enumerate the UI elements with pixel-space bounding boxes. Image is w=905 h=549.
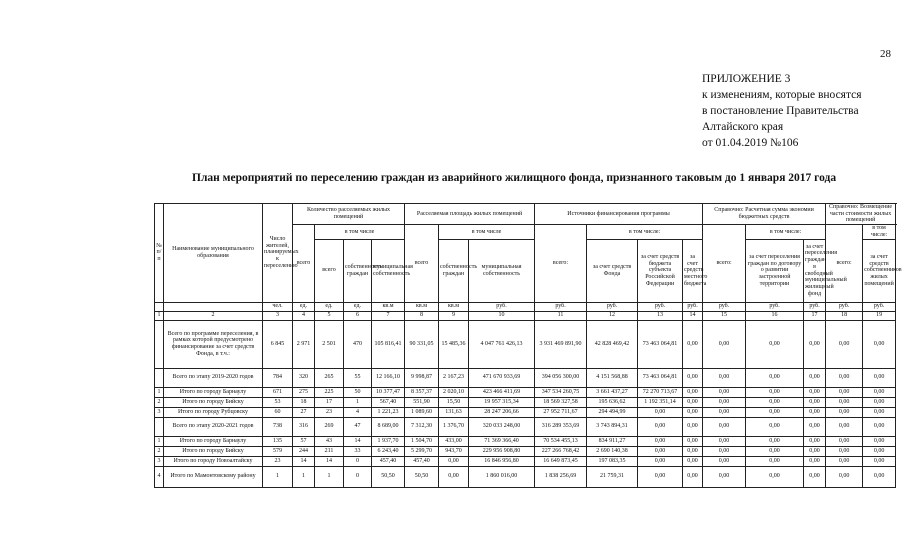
header-name: Наименование муниципального образования (164, 204, 263, 303)
units-citizen-cell: 17 (315, 397, 344, 407)
ref-total-cell: 0,00 (804, 368, 826, 387)
eco-total-cell: 0,00 (683, 466, 703, 487)
ref-total-cell: 0,00 (804, 397, 826, 407)
row-number: 1 (155, 436, 164, 446)
ref1-cell: 0,00 (826, 417, 863, 436)
appendix-line-5: от 01.04.2019 №106 (702, 137, 799, 149)
units-citizen-cell: 211 (315, 446, 344, 456)
units-citizen-cell: 23 (315, 407, 344, 417)
col-number: 12 (587, 311, 638, 320)
fin-local-cell: 73 463 064,81 (638, 368, 683, 387)
units-municipal-cell: 470 (344, 320, 372, 368)
units-municipal-cell: 4 (344, 407, 372, 417)
area-total-cell: 105 816,41 (372, 320, 405, 368)
fin-total-cell: 471 670 933,69 (469, 368, 535, 387)
appendix-line-3: в постановление Правительства (702, 105, 859, 117)
units-citizen-cell: 1 (315, 466, 344, 487)
table-row (155, 387, 896, 397)
fin-fund-cell: 316 289 353,69 (535, 417, 587, 436)
area-total-cell: 8 689,00 (372, 417, 405, 436)
units-total-cell: 1 (293, 466, 315, 487)
fin-region-cell: 42 828 469,42 (587, 320, 638, 368)
units-municipal-cell: 33 (344, 446, 372, 456)
header-ref-1: за счет средств собственников жилых помещений (863, 239, 896, 302)
unit-cell: руб. (469, 302, 535, 311)
eco1-cell: 0,00 (703, 456, 746, 466)
row-number: 4 (155, 466, 164, 487)
area-municipal-cell: 131,63 (439, 407, 469, 417)
header-fin-incl: в том числе: (587, 225, 703, 239)
col-number: 5 (315, 311, 344, 320)
units-total-cell: 14 (293, 456, 315, 466)
area-citizen-cell: 9 998,87 (405, 368, 439, 387)
ref1-cell: 0,00 (826, 407, 863, 417)
area-citizen-cell: 7 312,30 (405, 417, 439, 436)
unit-cell: кв.м (405, 302, 439, 311)
ref1-cell: 0,00 (826, 466, 863, 487)
ref1-cell: 0,00 (826, 368, 863, 387)
fin-total-cell: 229 956 908,80 (469, 446, 535, 456)
eco-total-cell: 0,00 (683, 368, 703, 387)
header-fin-fund: за счет средств Фонда (587, 239, 638, 302)
table-row (155, 466, 896, 487)
col-number: 14 (683, 311, 703, 320)
units-municipal-cell: 0 (344, 466, 372, 487)
unit-cell: руб. (804, 302, 826, 311)
unit-cell: кв.м (439, 302, 469, 311)
eco2-cell: 0,00 (746, 466, 804, 487)
col-number: 19 (863, 311, 896, 320)
area-municipal-cell: 15 485,36 (439, 320, 469, 368)
row-name: Итого по городу Рубцовску (164, 407, 263, 417)
fin-fund-cell: 347 534 260,75 (535, 387, 587, 397)
unit-cell: руб. (703, 302, 746, 311)
eco2-cell: 0,00 (746, 446, 804, 456)
area-total-cell: 1 221,23 (372, 407, 405, 417)
eco2-cell: 0,00 (746, 407, 804, 417)
area-municipal-cell: 2 020,10 (439, 387, 469, 397)
header-refund-group: Справочно: Возмещение части стоимости жилых помещений (826, 204, 896, 225)
units-total-cell: 244 (293, 446, 315, 456)
fin-region-cell: 4 151 568,88 (587, 368, 638, 387)
header-eco-incl: в том числе: (746, 225, 826, 239)
header-fin-local: за счет средств местного бюджета (683, 239, 703, 302)
area-municipal-cell: 2 167,23 (439, 368, 469, 387)
units-total-cell: 2 971 (293, 320, 315, 368)
area-municipal-cell: 0,00 (439, 466, 469, 487)
header-fin-total: всего: (535, 225, 587, 302)
col-number: 6 (344, 311, 372, 320)
residents-cell: 53 (263, 397, 293, 407)
area-citizen-cell: 8 357,37 (405, 387, 439, 397)
ref-total-cell: 0,00 (804, 446, 826, 456)
fin-local-cell: 0,00 (638, 456, 683, 466)
unit-cell: чел. (263, 302, 293, 311)
unit-cell: руб. (535, 302, 587, 311)
area-citizen-cell: 5 299,70 (405, 446, 439, 456)
table-row (155, 436, 896, 446)
residents-cell: 6 845 (263, 320, 293, 368)
fin-fund-cell: 18 569 327,58 (535, 397, 587, 407)
row-name: Всего по программе переселения, в рамках которой предусмотрено финансирование за счет средств Фонда, в т.ч.: (164, 320, 263, 368)
header-units-citizen: собственность граждан (344, 239, 372, 302)
fin-local-cell: 0,00 (638, 436, 683, 446)
eco2-cell: 0,00 (746, 456, 804, 466)
ref-total-cell: 0,00 (804, 320, 826, 368)
eco-total-cell: 0,00 (683, 446, 703, 456)
ref2-cell: 0,00 (863, 368, 896, 387)
fin-region-cell: 195 636,62 (587, 397, 638, 407)
header-area-group: Расселяемая площадь жилых помещений (405, 204, 535, 225)
eco2-cell: 0,00 (746, 436, 804, 446)
row-name: Итого по городу Бийску (164, 446, 263, 456)
col-number: 15 (703, 311, 746, 320)
units-citizen-cell: 269 (315, 417, 344, 436)
units-municipal-cell: 14 (344, 436, 372, 446)
fin-fund-cell: 227 266 768,42 (535, 446, 587, 456)
header-area-citizen: собственность граждан (439, 239, 469, 302)
table-row (155, 397, 896, 407)
area-citizen-cell: 90 331,05 (405, 320, 439, 368)
col-number: 3 (263, 311, 293, 320)
ref1-cell: 0,00 (826, 397, 863, 407)
table-row (155, 407, 896, 417)
appendix-line-2: к изменениям, которые вносятся (702, 89, 862, 101)
units-municipal-cell: 50 (344, 387, 372, 397)
ref2-cell: 0,00 (863, 320, 896, 368)
fin-region-cell: 3 743 894,31 (587, 417, 638, 436)
unit-cell: руб. (683, 302, 703, 311)
units-total-cell: 320 (293, 368, 315, 387)
unit-cell: ед. (293, 302, 315, 311)
fin-local-cell: 1 192 351,14 (638, 397, 683, 407)
residents-cell: 671 (263, 387, 293, 397)
col-number: 8 (405, 311, 439, 320)
area-total-cell: 6 243,40 (372, 446, 405, 456)
units-municipal-cell: 1 (344, 397, 372, 407)
table-row (155, 456, 896, 466)
fin-region-cell: 197 083,35 (587, 456, 638, 466)
eco1-cell: 0,00 (703, 320, 746, 368)
fin-fund-cell: 27 952 711,67 (535, 407, 587, 417)
col-number: 11 (535, 311, 587, 320)
row-number: 2 (155, 397, 164, 407)
unit-cell: руб. (638, 302, 683, 311)
ref-total-cell: 0,00 (804, 417, 826, 436)
appendix-block (702, 71, 862, 151)
fin-region-cell: 294 494,99 (587, 407, 638, 417)
col-number: 4 (293, 311, 315, 320)
area-municipal-cell: 0,00 (439, 456, 469, 466)
ref2-cell: 0,00 (863, 456, 896, 466)
area-municipal-cell: 943,70 (439, 446, 469, 456)
eco2-cell: 0,00 (746, 320, 804, 368)
col-number: 10 (469, 311, 535, 320)
area-citizen-cell: 1 089,60 (405, 407, 439, 417)
eco1-cell: 0,00 (703, 436, 746, 446)
ref2-cell: 0,00 (863, 417, 896, 436)
fin-local-cell: 0,00 (638, 417, 683, 436)
table-body (155, 320, 896, 487)
header-eco-1: за счет переселения граждан по договору о развитии застроенной территории (746, 239, 804, 302)
units-total-cell: 57 (293, 436, 315, 446)
page-number: 28 (880, 48, 891, 60)
row-name: Итого по Мамонтовскому району (164, 466, 263, 487)
col-number: 1 (155, 311, 164, 320)
residents-cell: 784 (263, 368, 293, 387)
appendix-line-1: ПРИЛОЖЕНИЕ 3 (702, 73, 791, 85)
header-ref-incl: в том числе: (863, 225, 896, 239)
units-total-cell: 27 (293, 407, 315, 417)
header-num: № п/п (155, 204, 164, 303)
units-municipal-cell: 0 (344, 456, 372, 466)
area-citizen-cell: 457,40 (405, 456, 439, 466)
col-number: 13 (638, 311, 683, 320)
header-area-total: всего (405, 225, 439, 302)
header-sources-group: Источники финансирования программы (535, 204, 703, 225)
fin-total-cell: 28 247 206,66 (469, 407, 535, 417)
fin-total-cell: 423 466 411,69 (469, 387, 535, 397)
ref-total-cell: 0,00 (804, 456, 826, 466)
row-number (155, 320, 164, 368)
row-number (155, 368, 164, 387)
row-name: Всего по этапу 2019-2020 годов (164, 368, 263, 387)
eco-total-cell: 0,00 (683, 387, 703, 397)
appendix-line-4: Алтайского края (702, 121, 784, 133)
document-title: План мероприятий по переселению граждан из аварийного жилищного фонда, признанного таковым до 1 января 2017 года (192, 172, 837, 184)
ref2-cell: 0,00 (863, 436, 896, 446)
header-area-municipal: муниципальная собственность (469, 239, 535, 302)
units-total-cell: 18 (293, 397, 315, 407)
fin-fund-cell: 70 534 455,13 (535, 436, 587, 446)
ref2-cell: 0,00 (863, 397, 896, 407)
eco1-cell: 0,00 (703, 397, 746, 407)
header-premises-group: Количество расселяемых жилых помещений (293, 204, 405, 225)
area-municipal-cell: 1 376,70 (439, 417, 469, 436)
eco2-cell: 0,00 (746, 387, 804, 397)
fin-total-cell: 1 860 016,00 (469, 466, 535, 487)
area-total-cell: 1 937,70 (372, 436, 405, 446)
area-total-cell: 457,40 (372, 456, 405, 466)
ref1-cell: 0,00 (826, 320, 863, 368)
fin-total-cell: 71 369 366,40 (469, 436, 535, 446)
area-citizen-cell: 50,50 (405, 466, 439, 487)
area-total-cell: 12 166,10 (372, 368, 405, 387)
col-number: 17 (804, 311, 826, 320)
header-fin-region: за счет средств бюджета субъекта Российской Федерации (638, 239, 683, 302)
col-number: 18 (826, 311, 863, 320)
unit-cell: ед. (315, 302, 344, 311)
unit-cell: руб. (863, 302, 896, 311)
fin-region-cell: 21 759,31 (587, 466, 638, 487)
header-eco-2: за счет переселения граждан в свободный муниципальный жилищный фонд (804, 239, 826, 302)
fin-region-cell: 3 661 437,27 (587, 387, 638, 397)
residents-cell: 1 (263, 466, 293, 487)
row-name: Итого по городу Новоалтайску (164, 456, 263, 466)
row-number: 1 (155, 387, 164, 397)
eco-total-cell: 0,00 (683, 407, 703, 417)
eco1-cell: 0,00 (703, 407, 746, 417)
ref-total-cell: 0,00 (804, 387, 826, 397)
table-row (155, 446, 896, 456)
header-units-total: всего (315, 239, 344, 302)
area-municipal-cell: 15,50 (439, 397, 469, 407)
residents-cell: 579 (263, 446, 293, 456)
col-number: 9 (439, 311, 469, 320)
fin-fund-cell: 16 649 873,45 (535, 456, 587, 466)
eco2-cell: 0,00 (746, 417, 804, 436)
table-row (155, 417, 896, 436)
units-row (155, 302, 896, 311)
eco1-cell: 0,00 (703, 417, 746, 436)
units-citizen-cell: 265 (315, 368, 344, 387)
eco-total-cell: 0,00 (683, 436, 703, 446)
column-numbers-row (155, 311, 896, 320)
header-area-incl: в том числе (439, 225, 535, 239)
unit-cell: ед. (344, 302, 372, 311)
fin-region-cell: 834 911,27 (587, 436, 638, 446)
fin-local-cell: 0,00 (638, 407, 683, 417)
residents-cell: 60 (263, 407, 293, 417)
unit-cell: кв.м (372, 302, 405, 311)
fin-local-cell: 0,00 (638, 466, 683, 487)
units-citizen-cell: 225 (315, 387, 344, 397)
units-municipal-cell: 55 (344, 368, 372, 387)
eco-total-cell: 0,00 (683, 456, 703, 466)
eco2-cell: 0,00 (746, 368, 804, 387)
fin-total-cell: 320 033 248,00 (469, 417, 535, 436)
fin-total-cell: 16 846 956,80 (469, 456, 535, 466)
table-header (155, 204, 902, 321)
resettlement-table (154, 203, 902, 488)
ref2-cell: 0,00 (863, 466, 896, 487)
eco1-cell: 0,00 (703, 446, 746, 456)
eco2-cell: 0,00 (746, 397, 804, 407)
eco-total-cell: 0,00 (683, 320, 703, 368)
area-municipal-cell: 433,00 (439, 436, 469, 446)
ref2-cell: 0,00 (863, 387, 896, 397)
fin-local-cell: 72 270 713,67 (638, 387, 683, 397)
header-eco-total: всего: (703, 225, 746, 302)
fin-fund-cell: 394 056 300,00 (535, 368, 587, 387)
area-citizen-cell: 551,90 (405, 397, 439, 407)
ref1-cell: 0,00 (826, 387, 863, 397)
unit-cell (155, 302, 164, 311)
ref-total-cell: 0,00 (804, 436, 826, 446)
col-number: 2 (164, 311, 263, 320)
row-name: Итого по городу Барнаулу (164, 387, 263, 397)
residents-cell: 738 (263, 417, 293, 436)
ref1-cell: 0,00 (826, 436, 863, 446)
header-premises-total: всего (293, 225, 315, 302)
ref2-cell: 0,00 (863, 407, 896, 417)
fin-local-cell: 73 463 064,81 (638, 320, 683, 368)
eco-total-cell: 0,00 (683, 417, 703, 436)
area-citizen-cell: 1 504,70 (405, 436, 439, 446)
fin-fund-cell: 1 838 256,69 (535, 466, 587, 487)
col-number: 16 (746, 311, 804, 320)
fin-total-cell: 4 047 761 426,13 (469, 320, 535, 368)
row-number (155, 417, 164, 436)
row-name: Итого по городу Бийску (164, 397, 263, 407)
ref2-cell: 0,00 (863, 446, 896, 456)
row-name: Итого по городу Барнаулу (164, 436, 263, 446)
header-units-municipal: муниципальная собственность (372, 239, 405, 302)
unit-cell: руб. (746, 302, 804, 311)
unit-cell (164, 302, 263, 311)
eco1-cell: 0,00 (703, 368, 746, 387)
fin-fund-cell: 3 931 469 891,90 (535, 320, 587, 368)
header-premises-incl: в том числе (315, 225, 405, 239)
units-citizen-cell: 2 501 (315, 320, 344, 368)
units-citizen-cell: 14 (315, 456, 344, 466)
row-number: 3 (155, 456, 164, 466)
eco1-cell: 0,00 (703, 466, 746, 487)
units-total-cell: 275 (293, 387, 315, 397)
header-residents: Число жителей, планируемых к переселению (263, 204, 293, 303)
ref1-cell: 0,00 (826, 446, 863, 456)
fin-region-cell: 2 690 140,38 (587, 446, 638, 456)
ref-total-cell: 0,00 (804, 407, 826, 417)
col-number: 7 (372, 311, 405, 320)
eco-total-cell: 0,00 (683, 397, 703, 407)
row-number: 2 (155, 446, 164, 456)
eco1-cell: 0,00 (703, 387, 746, 397)
fin-total-cell: 19 957 315,34 (469, 397, 535, 407)
row-name: Всего по этапу 2020-2021 годов (164, 417, 263, 436)
unit-cell: руб. (587, 302, 638, 311)
units-citizen-cell: 43 (315, 436, 344, 446)
table-row (155, 320, 896, 368)
header-economy-group: Справочно: Расчетная сумма экономии бюджетных средств (703, 204, 826, 225)
table-row (155, 368, 896, 387)
ref1-cell: 0,00 (826, 456, 863, 466)
residents-cell: 23 (263, 456, 293, 466)
fin-local-cell: 0,00 (638, 446, 683, 456)
header-ref-total: всего: (826, 225, 863, 302)
row-number: 3 (155, 407, 164, 417)
unit-cell: руб. (826, 302, 863, 311)
units-municipal-cell: 47 (344, 417, 372, 436)
area-total-cell: 50,50 (372, 466, 405, 487)
area-total-cell: 567,40 (372, 397, 405, 407)
ref-total-cell: 0,00 (804, 466, 826, 487)
residents-cell: 135 (263, 436, 293, 446)
units-total-cell: 316 (293, 417, 315, 436)
area-total-cell: 10 377,47 (372, 387, 405, 397)
